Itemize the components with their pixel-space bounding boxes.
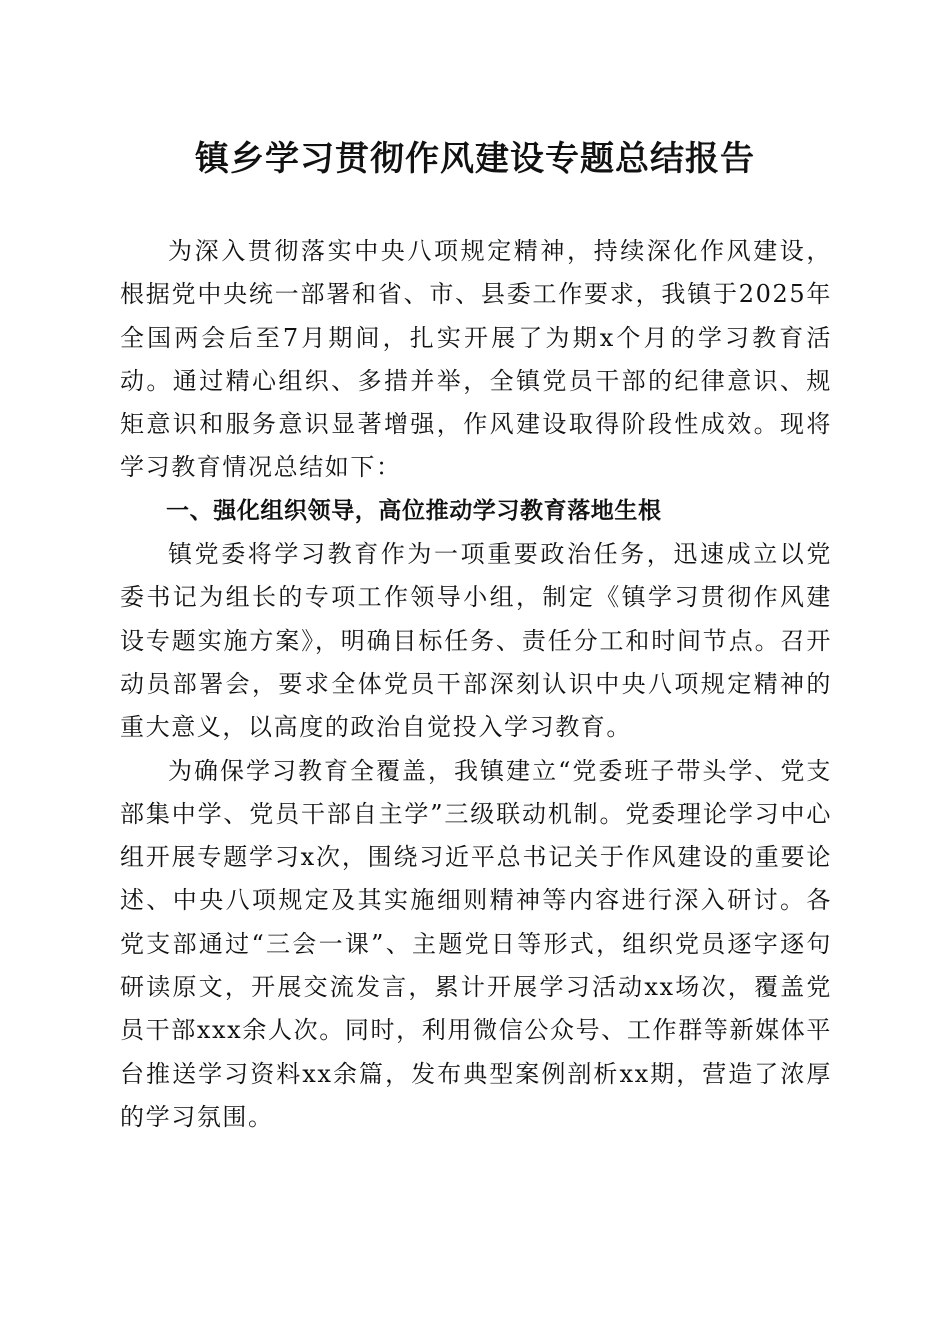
- body-paragraph-2: 为确保学习教育全覆盖，我镇建立“党委班子带头学、党支部集中学、党员干部自主学”三级联动机制。党委理论学习中心组开展专题学习x次，围绕习近平总书记关于作风建设的重要论述、中央八项规定及其实施细则精神等内容进行深入研讨。各党支部通过“三会一课”、主题党日等形式，组织党员逐字逐句研读原文，开展交流发言，累计开展学习活动xx场次，覆盖党员干部xxx余人次。同时，利用微信公众号、工作群等新媒体平台推送学习资料xx余篇，发布典型案例剖析xx期，营造了浓厚的学习氛围。: [120, 756, 832, 1131]
- body-paragraph-1: 镇党委将学习教育作为一项重要政治任务，迅速成立以党委书记为组长的专项工作领导小组，制定《镇学习贯彻作风建设专题实施方案》，明确目标任务、责任分工和时间节点。召开动员部署会，要求全体党员干部深刻认识中央八项规定精神的重大意义，以高度的政治自觉投入学习教育。: [120, 540, 832, 742]
- document-body: [120, 230, 832, 1139]
- document-title: 镇乡学习贯彻作风建设专题总结报告: [195, 139, 755, 179]
- section-heading: 一、强化组织领导，高位推动学习教育落地生根: [166, 497, 662, 524]
- intro-paragraph: 为深入贯彻落实中央八项规定精神，持续深化作风建设，根据党中央统一部署和省、市、县委工作要求，我镇于2025年全国两会后至7月期间，扎实开展了为期x个月的学习教育活动。通过精心组织、多措并举，全镇党员干部的纪律意识、规矩意识和服务意识显著增强，作风建设取得阶段性成效。现将学习教育情况总结如下：: [120, 237, 832, 482]
